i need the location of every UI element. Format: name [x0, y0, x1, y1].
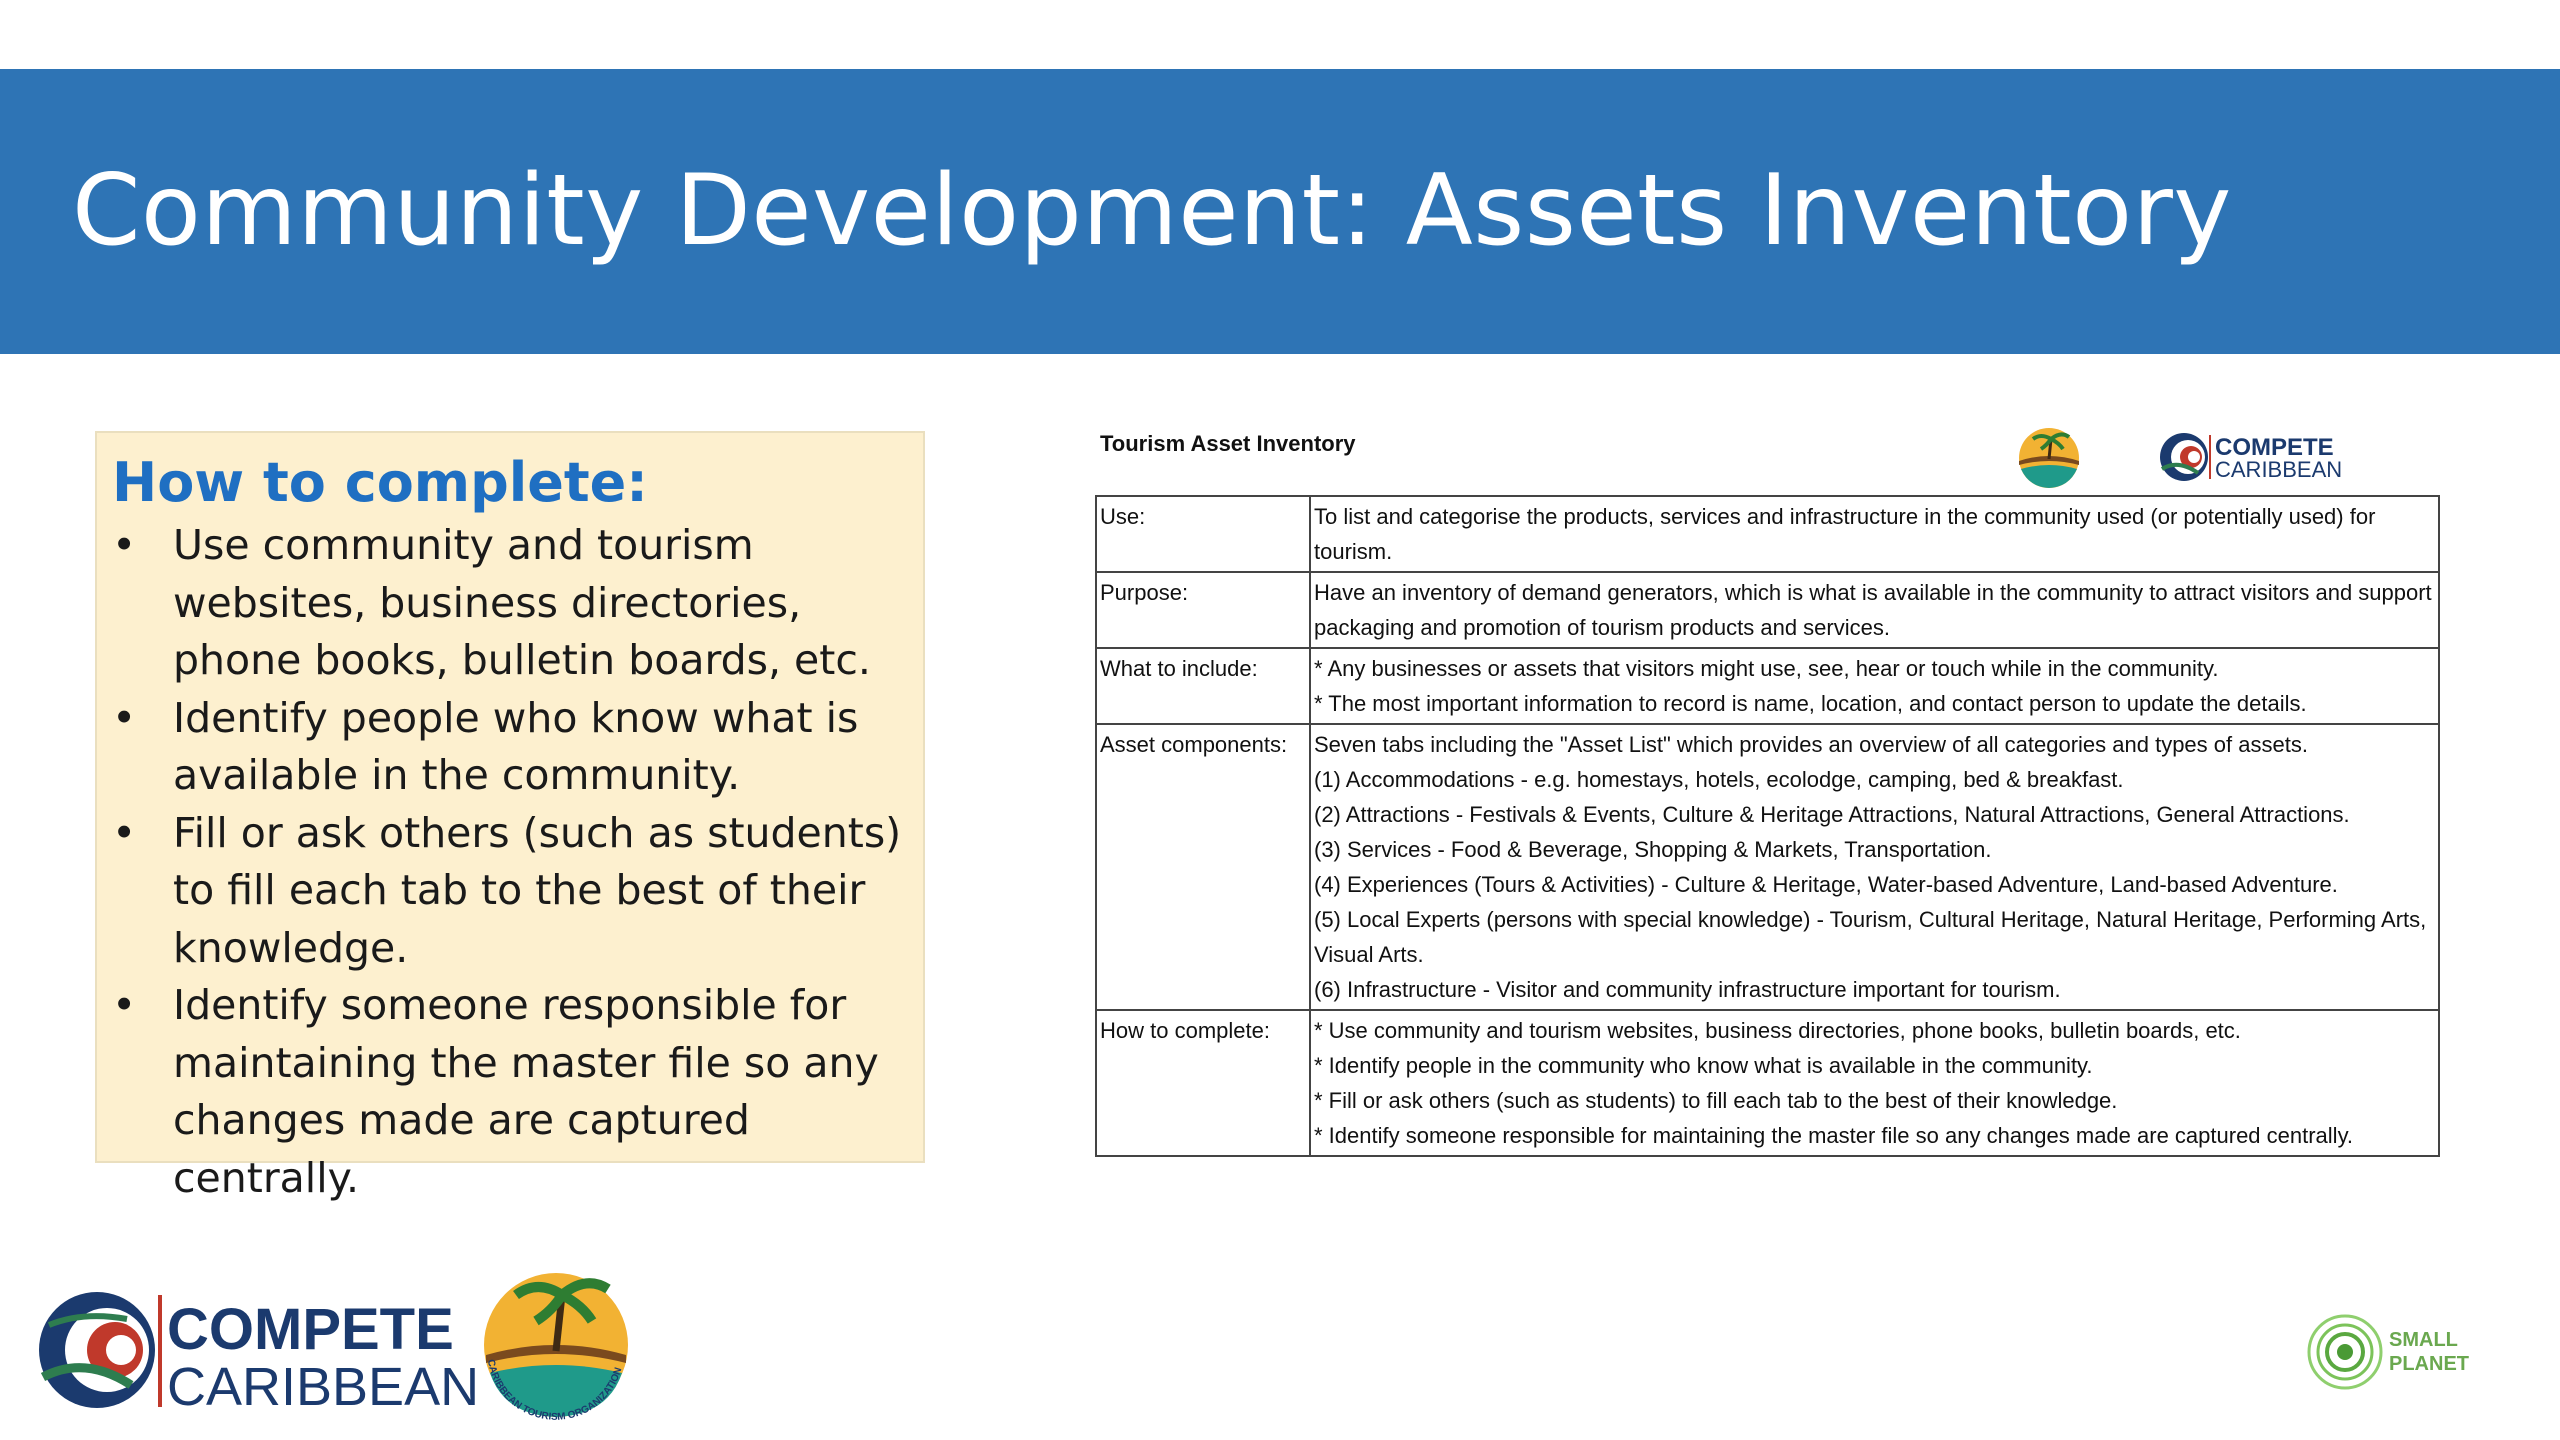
row-value-line: (5) Local Experts (persons with special knowledge) - Tourism, Cultural Heritage, Natural Heritage, Performing Arts, Visual Arts.: [1314, 907, 2427, 967]
row-value-line: * Any businesses or assets that visitors might use, see, hear or touch while in the community.: [1314, 656, 2219, 681]
row-label: How to complete:: [1096, 1010, 1310, 1156]
row-value: [1310, 1010, 2439, 1156]
compete-text-small: COMPETE: [2215, 434, 2334, 461]
row-value-line: Have an inventory of demand generators, which is what is available in the community to attract visitors and support packaging and promotion of tourism products and services.: [1314, 580, 2432, 640]
list-item-text: Identify someone responsible for maintaining the master file so any changes made are captured centrally.: [173, 981, 879, 1202]
bullet-icon: •: [112, 521, 137, 569]
inventory-table: [1095, 495, 2440, 1157]
row-label: Asset components:: [1096, 724, 1310, 1010]
row-value: [1310, 648, 2439, 724]
how-to-complete-box: [95, 431, 925, 1202]
caribbean-text: CARIBBEAN: [167, 1357, 480, 1417]
list-item: [112, 977, 905, 1207]
document-title: Tourism Asset Inventory: [1100, 431, 1356, 456]
cto-ring-text: CARIBBEAN TOURISM ORGANIZATION: [484, 1358, 625, 1423]
row-value-line: To list and categorise the products, services and infrastructure in the community used (or potentially used) for tourism.: [1314, 504, 2376, 564]
how-to-complete-heading: How to complete:: [112, 451, 648, 514]
slide-title: Community Development: Assets Inventory: [72, 154, 2232, 268]
bullet-icon: •: [112, 693, 137, 742]
list-item-text: Identify people who know what is available in the community.: [173, 693, 859, 799]
table-row: [1096, 1010, 2439, 1156]
row-value-line: (6) Infrastructure - Visitor and community infrastructure important for tourism.: [1314, 977, 2061, 1002]
table-row: [1096, 572, 2439, 648]
compete-caribbean-logo: [35, 1285, 480, 1417]
row-value-line: Seven tabs including the "Asset List" which provides an overview of all categories and types of assets.: [1314, 732, 2308, 757]
row-value-line: * Identify someone responsible for maintaining the master file so any changes made are captured centrally.: [1314, 1123, 2354, 1148]
list-item: [112, 690, 905, 805]
table-row: [1096, 724, 2439, 1010]
small-text: SMALL: [2389, 1329, 2458, 1351]
row-value: [1310, 724, 2439, 1010]
row-value-line: (3) Services - Food & Beverage, Shopping & Markets, Transportation.: [1314, 837, 1992, 862]
list-item-text: Fill or ask others (such as students) to fill each tab to the best of their knowledge.: [173, 808, 902, 972]
caribbean-text-small: CARIBBEAN: [2215, 457, 2343, 482]
compete-text: COMPETE: [167, 1297, 454, 1362]
row-value-line: * The most important information to record is name, location, and contact person to update the details.: [1314, 691, 2307, 716]
row-value-line: (2) Attractions - Festivals & Events, Culture & Heritage Attractions, Natural Attractions, General Attractions.: [1314, 802, 2350, 827]
caribbean-tourism-organization-logo-small: [2013, 425, 2085, 491]
row-label: What to include:: [1096, 648, 1310, 724]
row-value-line: * Fill or ask others (such as students) to fill each tab to the best of their knowledge.: [1314, 1088, 2118, 1113]
how-to-complete-list: [112, 517, 905, 1207]
row-label: Purpose:: [1096, 572, 1310, 648]
row-value: [1310, 572, 2439, 648]
row-value-line: * Use community and tourism websites, business directories, phone books, bulletin boards, etc.: [1314, 1018, 2241, 1043]
table-row: [1096, 496, 2439, 572]
row-value: [1310, 496, 2439, 572]
title-band: [0, 69, 2560, 354]
list-item-text: Use community and tourism websites, business directories, phone books, bulletin boards, etc.: [173, 521, 871, 684]
table-row: [1096, 648, 2439, 724]
row-value-line: (1) Accommodations - e.g. homestays, hotels, ecolodge, camping, bed & breakfast.: [1314, 767, 2124, 792]
compete-caribbean-logo-small: [2158, 429, 2343, 485]
row-value-line: * Identify people in the community who know what is available in the community.: [1314, 1053, 2093, 1078]
tourism-asset-inventory-document: [1095, 425, 2440, 1260]
list-item: [112, 517, 905, 690]
row-label: Use:: [1096, 496, 1310, 572]
list-item: [112, 805, 905, 978]
bullet-icon: •: [112, 981, 137, 1029]
bullet-icon: •: [112, 808, 137, 857]
caribbean-tourism-organization-logo: [468, 1265, 643, 1435]
planet-text: PLANET: [2389, 1353, 2469, 1375]
small-planet-logo: [2305, 1310, 2469, 1390]
row-value-line: (4) Experiences (Tours & Activities) - Culture & Heritage, Water-based Adventure, Land-based Adventure.: [1314, 872, 2338, 897]
